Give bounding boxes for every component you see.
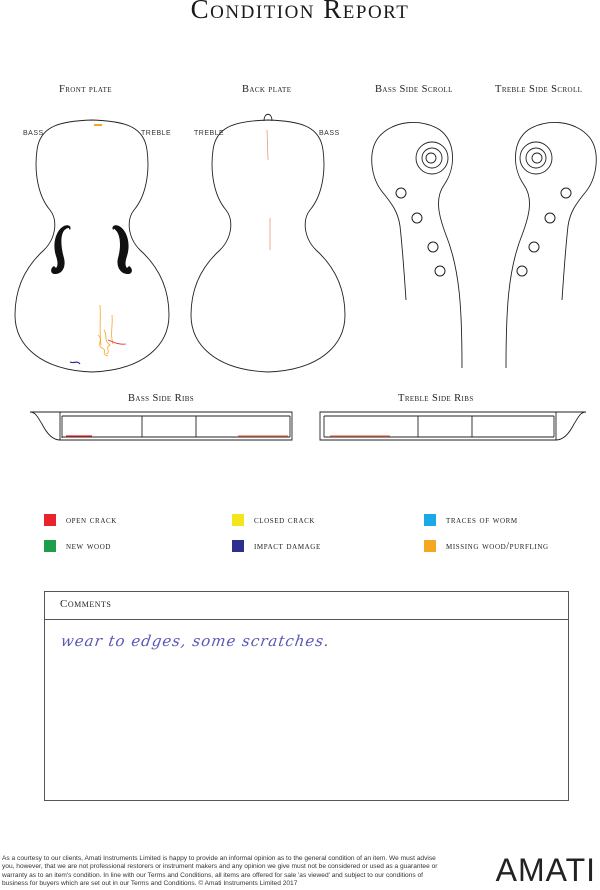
legend-open-crack: open crack: [44, 514, 117, 526]
comments-box[interactable]: [44, 591, 569, 801]
label-front-plate: Front plate: [59, 84, 112, 95]
legend-impact-damage: impact damage: [232, 540, 321, 552]
side-label-back-treble: TREBLE: [194, 130, 225, 137]
side-label-front-treble: TREBLE: [141, 130, 172, 137]
amati-logo: AMATI: [495, 852, 596, 888]
legend-swatch: [232, 540, 244, 552]
bass-scroll-outline: [372, 122, 462, 368]
front-plate-outline: [15, 120, 172, 372]
legend-swatch: [232, 514, 244, 526]
label-treble-ribs: Treble Side Ribs: [398, 393, 474, 404]
legend-new-wood: new wood: [44, 540, 111, 552]
f-hole-right: [112, 225, 132, 274]
disclaimer-text: As a courtesy to our clients, Amati Instruments Limited is happy to provide an informal opinion as to the general condition of an item. We must advise you, however, that we are not professional restorers or instrument makers and any opinion we give must not be considered or used as a guarantee or warranty as to an item's condition. In line with our Terms and Conditions, all items are offered for sale 'as viewed' and subject to our conditions of business for buyers which are set out in our Terms and Conditions. © Amati Instruments Limited 2017: [2, 855, 438, 888]
legend-missing-wood: missing wood/purfling: [424, 540, 549, 552]
front-damage-marks: [70, 125, 126, 364]
page-title: Condition Report: [190, 0, 410, 24]
treble-scroll-outline: [506, 122, 596, 368]
legend-swatch: [424, 514, 436, 526]
legend-swatch: [44, 514, 56, 526]
label-bass-ribs: Bass Side Ribs: [128, 393, 195, 404]
legend-traces-of-worm: traces of worm: [424, 514, 518, 526]
back-damage-marks: [267, 130, 270, 250]
legend-swatch: [44, 540, 56, 552]
comments-heading: Comments: [45, 592, 568, 620]
side-label-front-bass: BASS: [23, 130, 44, 137]
legend-swatch: [424, 540, 436, 552]
comments-handwriting: wear to edges, some scratches.: [59, 632, 332, 650]
side-label-back-bass: BASS: [319, 130, 340, 137]
label-bass-scroll: Bass Side Scroll: [375, 84, 453, 95]
label-treble-scroll: Treble Side Scroll: [495, 84, 583, 95]
legend-closed-crack: closed crack: [232, 514, 315, 526]
label-back-plate: Back plate: [242, 84, 292, 95]
treble-scroll-pegs: [517, 188, 571, 276]
